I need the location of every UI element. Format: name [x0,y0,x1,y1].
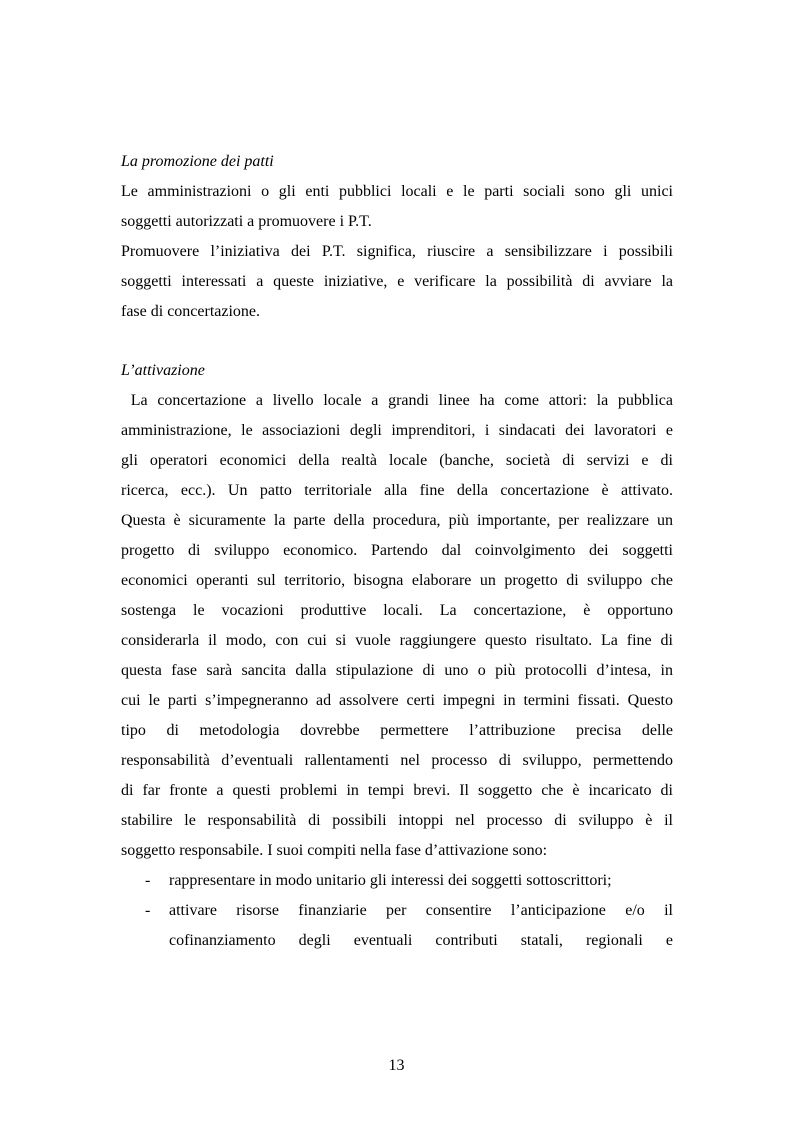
section-heading-promozione: La promozione dei patti [121,153,274,170]
paragraph-line: cui le parti s’impegneranno ad assolvere certi impegni in termini fissati. Questo [121,692,673,709]
paragraph-line: Promuovere l’iniziativa dei P.T. significa, riuscire a sensibilizzare i possibili [121,243,673,260]
list-bullet-dash: - [145,902,151,919]
paragraph-line: stabilire le responsabilità di possibili intoppi nel processo di sviluppo è il [121,812,673,829]
paragraph-line: Questa è sicuramente la parte della procedura, più importante, per realizzare un [121,512,673,529]
paragraph-line: gli operatori economici della realtà locale (banche, società di servizi e di [121,452,673,469]
paragraph-line: amministrazione, le associazioni degli imprenditori, i sindacati dei lavoratori e [121,422,673,439]
list-item-line: cofinanziamento degli eventuali contributi statali, regionali e [169,932,673,949]
list-bullet-dash: - [145,872,151,889]
paragraph-line: questa fase sarà sancita dalla stipulazione di uno o più protocolli d’intesa, in [121,662,673,679]
paragraph-line: responsabilità d’eventuali rallentamenti nel processo di sviluppo, permettendo [121,752,673,769]
section-heading-attivazione: L’attivazione [121,362,205,379]
paragraph-line: economici operanti sul territorio, bisogna elaborare un progetto di sviluppo che [121,572,673,589]
paragraph-line: fase di concertazione. [121,303,261,320]
paragraph-line: progetto di sviluppo economico. Partendo dal coinvolgimento dei soggetti [121,542,673,559]
paragraph-line: considerarla il modo, con cui si vuole raggiungere questo risultato. La fine di [121,632,673,649]
paragraph-line: tipo di metodologia dovrebbe permettere l’attribuzione precisa delle [121,722,673,739]
list-item-line: rappresentare in modo unitario gli interessi dei soggetti sottoscrittori; [169,872,612,889]
page-number: 13 [388,1057,405,1074]
paragraph-line: soggetto responsabile. I suoi compiti nella fase d’attivazione sono: [121,842,548,859]
paragraph-line: soggetti autorizzati a promuovere i P.T. [121,213,372,230]
paragraph-line: Le amministrazioni o gli enti pubblici locali e le parti sociali sono gli unici [121,183,673,200]
paragraph-line: sostenga le vocazioni produttive locali. La concertazione, è opportuno [121,602,673,619]
list-item-line: attivare risorse finanziarie per consentire l’anticipazione e/o il [169,902,673,919]
paragraph-line: di far fronte a questi problemi in tempi brevi. Il soggetto che è incaricato di [121,782,673,799]
paragraph-line: soggetti interessati a queste iniziative, e verificare la possibilità di avviare la [121,273,673,290]
paragraph-line: ricerca, ecc.). Un patto territoriale alla fine della concertazione è attivato. [121,482,673,499]
paragraph-line: La concertazione a livello locale a grandi linee ha come attori: la pubblica [121,392,673,409]
